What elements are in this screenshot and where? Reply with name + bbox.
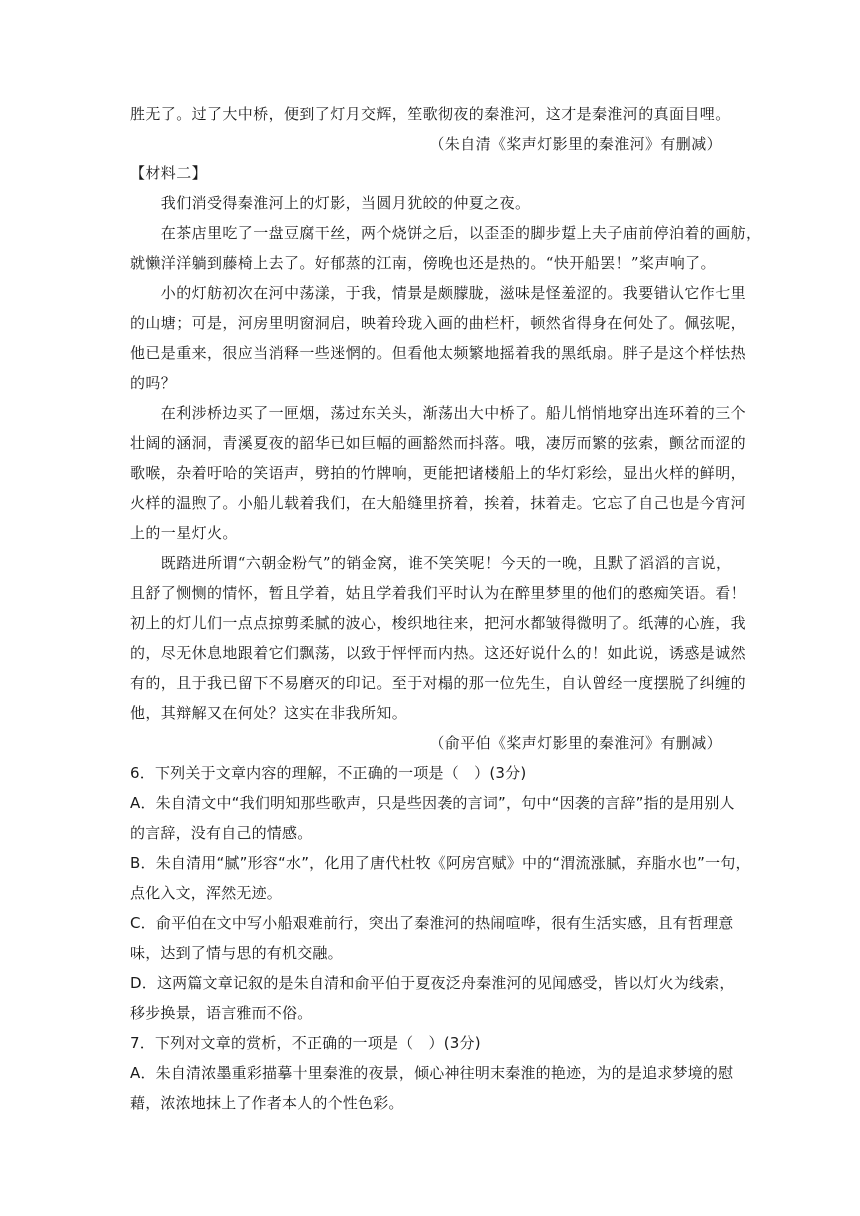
- question-6-option-a-cont: 的言辞，没有自己的情感。: [130, 824, 313, 842]
- material2-paragraph-line: 我们消受得秦淮河上的灯影，当圆月犹皎的仲夏之夜。: [130, 194, 531, 212]
- material1-source: （朱自清《桨声灯影里的秦淮河》有删减）: [429, 135, 722, 153]
- material2-paragraph-line: 他已是重来，很应当消释一些迷惘的。但看他太频繁地摇着我的黑纸扇。胖子是这个样怯热: [130, 344, 747, 362]
- question-6-option-c-cont: 味，达到了情与思的有机交融。: [130, 944, 343, 962]
- material2-paragraph-line: 初上的灯儿们一点点掠剪柔腻的波心，梭织地往来，把河水都皱得微明了。纸薄的心旌，我: [130, 614, 747, 632]
- material1-last-line: 胜无了。过了大中桥，便到了灯月交辉，笙歌彻夜的秦淮河，这才是秦淮河的真面目哩。: [130, 105, 731, 123]
- material2-paragraph-line: 他，其辩解又在何处？这实在非我所知。: [130, 704, 408, 722]
- question-6-option-d-cont: 移步换景，语言雅而不俗。: [130, 1004, 313, 1022]
- material2-paragraph-line: 就懒洋洋躺到藤椅上去了。好郁蒸的江南，傍晚也还是热的。“快开船罢！”桨声响了。: [130, 254, 716, 272]
- material2-paragraph-line: 歌喉，杂着吁哈的笑语声，劈拍的竹牌响，更能把诸楼船上的华灯彩绘，显出火样的鲜明，: [130, 464, 747, 482]
- question-7-stem: 7．下列对文章的赏析，不正确的一项是（ ）(3分): [130, 1034, 481, 1052]
- material2-paragraph-line: 有的，且于我已留下不易磨灭的印记。至于对榻的那一位先生，自认曾经一度摆脱了纠缠的: [130, 674, 747, 692]
- question-7-option-a: A．朱自清浓墨重彩描摹十里秦淮的夜景，倾心神往明末秦淮的艳迹，为的是追求梦境的慰: [130, 1064, 734, 1082]
- material2-paragraph-line: 上的一星灯火。: [130, 524, 238, 542]
- question-6-option-a: A．朱自清文中“我们明知那些歌声，只是些因袭的言词”，句中“因袭的言辞”指的是用别人: [130, 794, 735, 812]
- material2-heading: 【材料二】: [130, 164, 208, 182]
- material2-source: （俞平伯《桨声灯影里的秦淮河》有删减）: [429, 734, 722, 752]
- question-6-option-c: C．俞平伯在文中写小船艰难前行，突出了秦淮河的热闹喧哗，很有生活实感，且有哲理意: [130, 914, 734, 932]
- question-6-option-b: B．朱自清用“腻”形容“水”，化用了唐代杜牧《阿房宫赋》中的“渭流涨腻，弃脂水也”一句，: [130, 854, 751, 872]
- question-6-option-d: D．这两篇文章记叙的是朱自清和俞平伯于夏夜泛舟秦淮河的见闻感受，皆以灯火为线索，: [130, 974, 735, 992]
- material2-paragraph-line: 火样的温煦了。小船儿载着我们，在大船缝里挤着，挨着，抹着走。它忘了自己也是今宵河: [130, 494, 747, 512]
- material2-paragraph-line: 的吗？: [130, 374, 177, 392]
- material2-paragraph-line: 的，尽无休息地跟着它们飘荡，以致于怦怦而内热。这还好说什么的！如此说，诱惑是诚然: [130, 644, 747, 662]
- question-6-stem: 6．下列关于文章内容的理解，不正确的一项是（ ）(3分): [130, 764, 527, 782]
- question-6-option-b-cont: 点化入文，浑然无迹。: [130, 884, 283, 902]
- material2-paragraph-line: 且舒了恻恻的情怀，暂且学着，姑且学着我们平时认为在醉里梦里的他们的憨痴笑语。看！: [130, 584, 747, 602]
- material2-paragraph-line: 既踏进所谓“六朝金粉气”的销金窝，谁不笑笑呢！今天的一晚，且默了滔滔的言说，: [130, 554, 732, 572]
- material2-paragraph-line: 在茶店里吃了一盘豆腐干丝，两个烧饼之后，以歪歪的脚步踅上夫子庙前停泊着的画舫，: [130, 224, 762, 242]
- material2-paragraph-line: 的山塘；可是，河房里明窗洞启，映着玲珑入画的曲栏杆，顿然省得身在何处了。佩弦呢，: [130, 314, 747, 332]
- question-7-option-a-cont: 藉，浓浓地抹上了作者本人的个性色彩。: [130, 1094, 404, 1112]
- material2-paragraph-line: 在利涉桥边买了一匣烟，荡过东关头，渐荡出大中桥了。船儿悄悄地穿出连环着的三个: [130, 404, 747, 422]
- material2-paragraph-line: 壮阔的涵洞，青溪夏夜的韶华已如巨幅的画豁然而抖落。哦，凄厉而繁的弦索，颤岔而涩的: [130, 434, 747, 452]
- material2-paragraph-line: 小的灯舫初次在河中荡漾，于我，情景是颇朦胧，滋味是怪羞涩的。我要错认它作七里: [130, 284, 747, 302]
